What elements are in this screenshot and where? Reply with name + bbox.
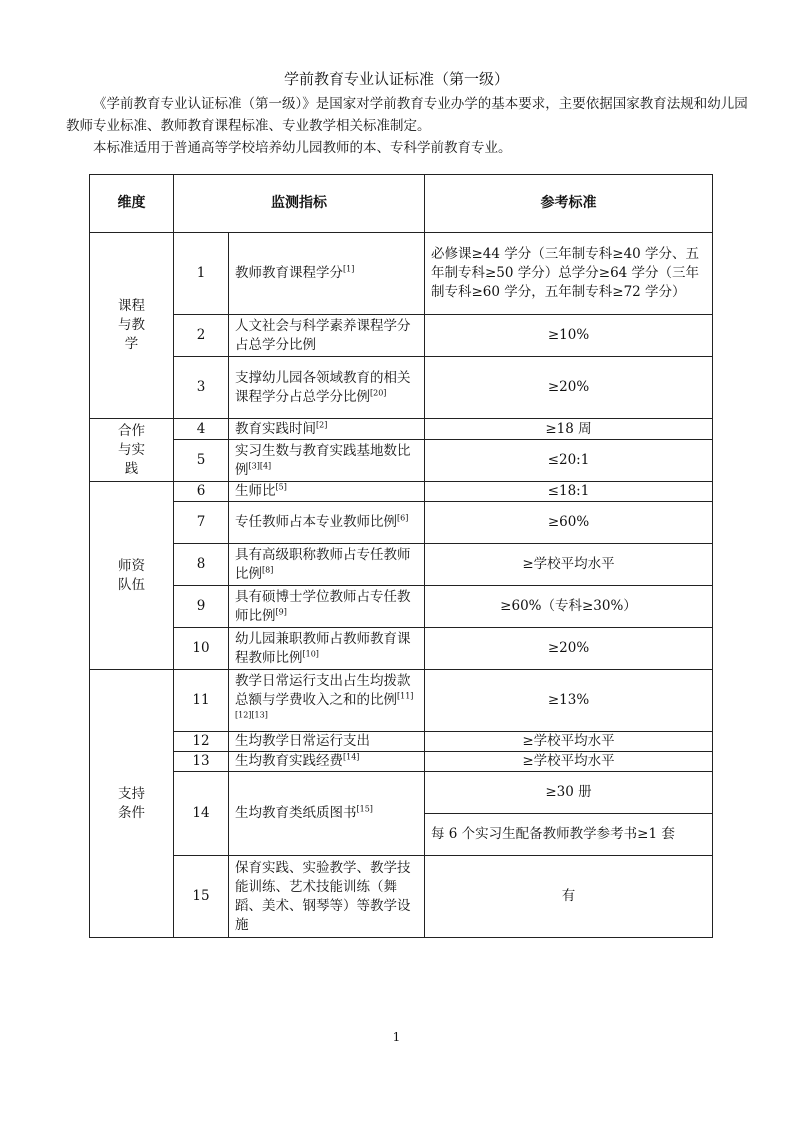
footnote-ref: [10] bbox=[302, 649, 319, 658]
indicator-number: 7 bbox=[174, 502, 229, 544]
reference-value: ≥10% bbox=[425, 315, 713, 357]
reference-value: ≥20% bbox=[425, 357, 713, 419]
indicator-number: 6 bbox=[174, 482, 229, 502]
indicator-number: 12 bbox=[174, 732, 229, 752]
table-row bbox=[90, 772, 713, 814]
indicator-text: 教师教育课程学分 bbox=[235, 265, 343, 281]
reference-value: ≤20:1 bbox=[425, 440, 713, 482]
indicator-number: 13 bbox=[174, 752, 229, 772]
indicator-name bbox=[229, 440, 425, 482]
indicator-name bbox=[229, 502, 425, 544]
reference-value: ≥60%（专科≥30%） bbox=[425, 586, 713, 628]
footnote-ref: [1] bbox=[343, 264, 355, 274]
header-reference: 参考标准 bbox=[425, 175, 713, 233]
header-dimension: 维度 bbox=[90, 175, 174, 233]
table-row bbox=[90, 856, 713, 938]
table-header-row bbox=[90, 175, 713, 233]
indicator-number: 5 bbox=[174, 440, 229, 482]
dimension-label: 支持条件 bbox=[118, 785, 145, 821]
page-number: 1 bbox=[392, 1030, 401, 1044]
reference-value: 每 6 个实习生配备教师教学参考书≥1 套 bbox=[425, 814, 713, 856]
indicator-text: 幼儿园兼职教师占教师教育课程教师比例 bbox=[235, 630, 411, 666]
dimension-cell bbox=[90, 482, 174, 670]
table-row bbox=[90, 586, 713, 628]
table-row bbox=[90, 315, 713, 357]
table-row bbox=[90, 482, 713, 502]
reference-value: 有 bbox=[425, 856, 713, 938]
reference-value: ≥13% bbox=[425, 670, 713, 732]
indicator-text: 教学日常运行支出占生均拨款总额与学费收入之和的比例 bbox=[235, 673, 411, 708]
indicator-number: 10 bbox=[174, 628, 229, 670]
table-row bbox=[90, 752, 713, 772]
indicator-name bbox=[229, 482, 425, 502]
indicator-text: 生均教育类纸质图书 bbox=[235, 805, 357, 821]
indicator-number: 4 bbox=[174, 419, 229, 440]
indicator-text: 生师比 bbox=[235, 483, 276, 499]
indicator-number: 15 bbox=[174, 856, 229, 938]
indicator-number: 9 bbox=[174, 586, 229, 628]
indicator-name bbox=[229, 586, 425, 628]
indicator-name bbox=[229, 628, 425, 670]
indicator-name bbox=[229, 419, 425, 440]
indicator-text: 具有硕博士学位教师占专任教师比例 bbox=[235, 588, 411, 624]
indicator-name bbox=[229, 357, 425, 419]
indicator-name bbox=[229, 233, 425, 315]
table-row bbox=[90, 357, 713, 419]
indicator-number: 1 bbox=[174, 233, 229, 315]
indicator-number: 11 bbox=[174, 670, 229, 732]
indicator-number: 8 bbox=[174, 544, 229, 586]
dimension-cell bbox=[90, 670, 174, 938]
dimension-label: 师资队伍 bbox=[118, 557, 145, 593]
table-row bbox=[90, 440, 713, 482]
dimension-cell bbox=[90, 233, 174, 419]
indicator-text: 人文社会与科学素养课程学分占总学分比例 bbox=[235, 317, 411, 353]
reference-value: 必修课≥44 学分（三年制专科≥40 学分、五年制专科≥50 学分）总学分≥64 学分（三年制专科≥60 学分，五年制专科≥72 学分） bbox=[425, 233, 713, 315]
dimension-label: 合作与实践 bbox=[118, 422, 145, 477]
footnote-ref: [9] bbox=[275, 607, 287, 616]
reference-value: ≥学校平均水平 bbox=[425, 752, 713, 772]
table-row bbox=[90, 544, 713, 586]
document-title: 学前教育专业认证标准（第一级） bbox=[283, 70, 509, 88]
reference-value: ≥18 周 bbox=[425, 419, 713, 440]
indicator-text: 生均教育实践经费 bbox=[235, 753, 343, 769]
footnote-ref: [2] bbox=[316, 420, 328, 429]
scope-paragraph: 本标准适用于普通高等学校培养幼儿园教师的本、专科学前教育专业。 bbox=[93, 140, 512, 156]
indicator-name bbox=[229, 315, 425, 357]
table-row bbox=[90, 670, 713, 732]
indicator-text: 支撑幼儿园各领域教育的相关课程学分占总学分比例 bbox=[235, 369, 411, 405]
indicator-name bbox=[229, 544, 425, 586]
dimension-cell bbox=[90, 419, 174, 482]
reference-value: ≥30 册 bbox=[425, 772, 713, 814]
indicator-name bbox=[229, 670, 425, 732]
indicator-number: 2 bbox=[174, 315, 229, 357]
indicator-text: 教育实践时间 bbox=[235, 420, 316, 437]
footnote-ref: [20] bbox=[370, 388, 387, 397]
indicator-name bbox=[229, 732, 425, 752]
reference-value: ≥20% bbox=[425, 628, 713, 670]
header-indicator: 监测指标 bbox=[174, 175, 425, 233]
indicator-text: 实习生数与教育实践基地数比例 bbox=[235, 442, 411, 478]
footnote-ref: [5] bbox=[275, 482, 287, 492]
table-row bbox=[90, 628, 713, 670]
footnote-ref: [14] bbox=[343, 752, 360, 762]
reference-value: ≥学校平均水平 bbox=[425, 732, 713, 752]
footnote-ref: [3][4] bbox=[248, 461, 272, 470]
table-row bbox=[90, 732, 713, 752]
reference-value: ≥学校平均水平 bbox=[425, 544, 713, 586]
footnote-ref: [8] bbox=[262, 565, 274, 574]
indicator-text: 保育实践、实验教学、教学技能训练、艺术技能训练（舞蹈、美术、钢琴等）等教学设施 bbox=[235, 859, 411, 933]
intro-paragraph: 《学前教育专业认证标准（第一级）》是国家对学前教育专业办学的基本要求，主要依据国家教育法规和幼儿园教师专业标准、教师教育课程标准、专业教学相关标准制定。 bbox=[66, 96, 748, 134]
table-row bbox=[90, 233, 713, 315]
indicator-number: 3 bbox=[174, 357, 229, 419]
indicator-number: 14 bbox=[174, 772, 229, 856]
indicator-text: 具有高级职称教师占专任教师比例 bbox=[235, 546, 411, 582]
reference-value: ≤18:1 bbox=[425, 482, 713, 502]
reference-value: ≥60% bbox=[425, 502, 713, 544]
footnote-ref: [15] bbox=[356, 804, 373, 814]
footnote-ref: [6] bbox=[397, 513, 409, 523]
indicator-text: 专任教师占本专业教师比例 bbox=[235, 514, 397, 530]
footnote-ref: [11][12][13] bbox=[235, 691, 414, 720]
indicator-name bbox=[229, 772, 425, 856]
table-row bbox=[90, 419, 713, 440]
indicator-name bbox=[229, 752, 425, 772]
dimension-label: 课程与教学 bbox=[118, 298, 145, 352]
table-row bbox=[90, 502, 713, 544]
indicator-text: 生均教学日常运行支出 bbox=[235, 733, 370, 749]
standards-table bbox=[89, 174, 713, 938]
indicator-name bbox=[229, 856, 425, 938]
